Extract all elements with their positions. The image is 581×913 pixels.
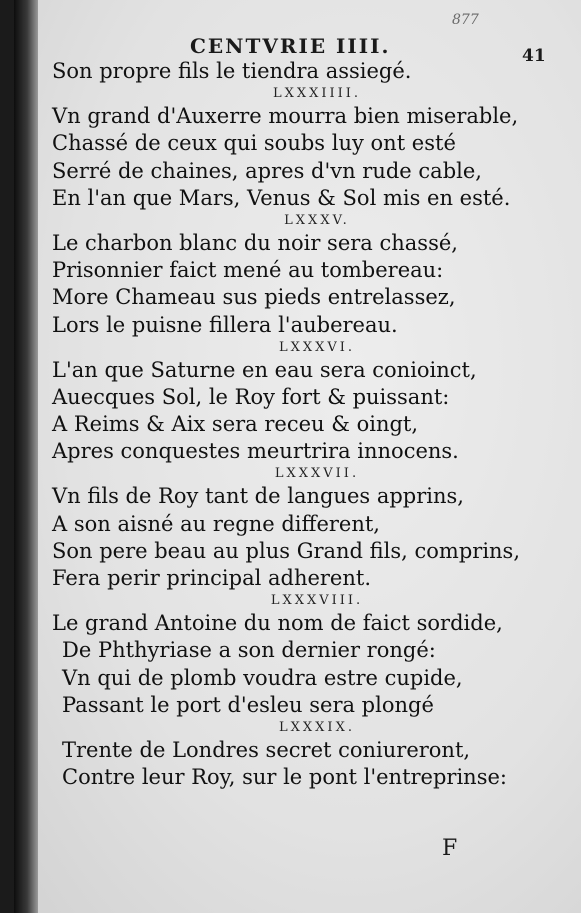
quatrain-number: LXXXVI.	[278, 339, 356, 355]
verse-line: En l'an que Mars, Venus & Sol mis en esté.	[52, 185, 511, 210]
verse-line: Vn fils de Roy tant de langues apprins,	[52, 484, 464, 509]
verse-line: Prisonnier faict mené au tombereau:	[52, 258, 444, 283]
verse-line: Serré de chaines, apres d'vn rude cable,	[52, 158, 482, 183]
quatrain-number: LXXXVII.	[274, 466, 360, 482]
verse-line: Contre leur Roy, sur le pont l'entreprinse:	[62, 765, 507, 790]
verse-text-block	[52, 58, 581, 791]
verse-line: De Phthyriase a son dernier rongé:	[62, 638, 436, 663]
quatrain-number: LXXXV.	[284, 212, 350, 228]
verse-line: A Reims & Aix sera receu & oingt,	[52, 412, 419, 437]
verse-line: Auecques Sol, le Roy fort & puissant:	[52, 384, 450, 409]
page-number: 41	[522, 46, 546, 66]
handwritten-note: 877	[452, 12, 479, 28]
signature-mark: F	[442, 836, 458, 861]
verse-line: A son aisné au regne different,	[52, 511, 380, 536]
verse-line: Le grand Antoine du nom de faict sordide,	[52, 611, 503, 636]
verse-line: Trente de Londres secret coniureront,	[62, 737, 471, 762]
quatrain-number: LXXXIIII.	[272, 86, 362, 102]
quatrain-number: LXXXIX.	[279, 719, 355, 735]
quatrain-number: LXXXVIII.	[270, 593, 364, 609]
verse-line: Fera perir principal adherent.	[52, 566, 371, 590]
verse-line: Le charbon blanc du noir sera chassé,	[52, 230, 458, 255]
page-gutter-shadow	[14, 0, 38, 913]
verse-line: L'an que Saturne en eau sera conioinct,	[52, 357, 477, 382]
verse-line: Vn qui de plomb voudra estre cupide,	[62, 665, 463, 690]
running-head: CENTVRIE IIII.	[190, 34, 391, 58]
verse-line: Passant le port d'esleu sera plongé	[62, 692, 434, 717]
verse-line: Apres conquestes meurtrira innocens.	[52, 439, 459, 464]
verse-line: Son pere beau au plus Grand fils, comprins,	[52, 538, 521, 563]
verse-line: Son propre fils le tiendra assiegé.	[52, 59, 412, 83]
book-page	[14, 0, 581, 913]
verse-line: Lors le puisne fillera l'aubereau.	[52, 312, 398, 337]
verse-line: More Chameau sus pieds entrelassez,	[52, 285, 456, 310]
verse-line: Chassé de ceux qui soubs luy ont esté	[52, 131, 456, 156]
verse-line: Vn grand d'Auxerre mourra bien miserable,	[52, 104, 519, 129]
